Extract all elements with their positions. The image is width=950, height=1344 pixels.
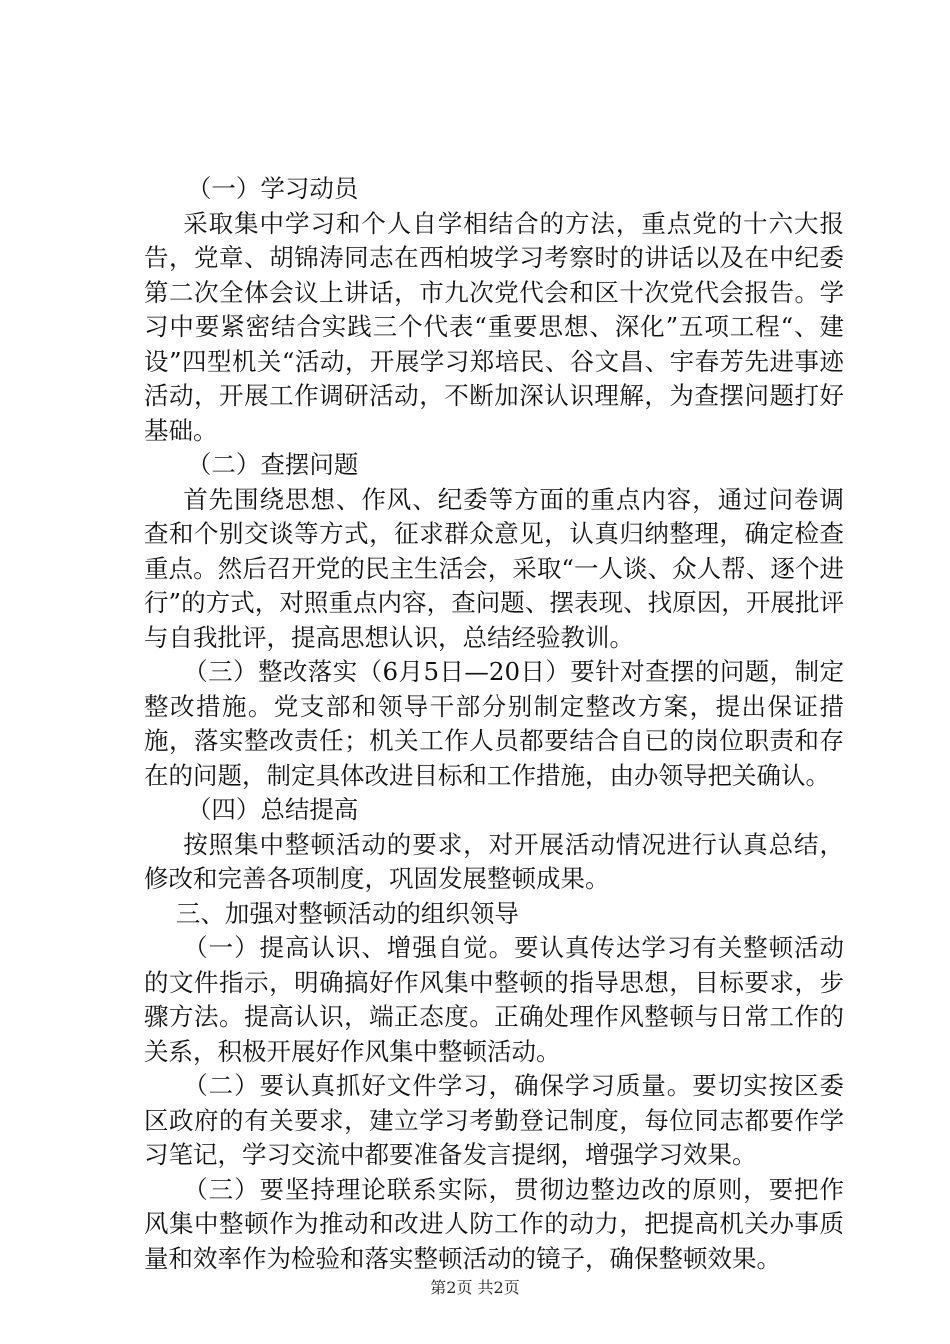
document-body <box>144 172 844 1276</box>
paragraph-awareness: （一）提高认识、增强自觉。要认真传达学习有关整顿活动的文件指示，明确搞好作风集中整顿的指导思想，目标要求，步骤方法。提高认识，端正态度。正确处理作风整顿与日常工作的关系，积极开展好作风集中整顿活动。 <box>144 933 844 1066</box>
paragraph-rectification: （三）整改落实（6月5日—20日）要针对查摆的问题，制定整改措施。党支部和领导干部分别制定整改方案，提出保证措施，落实整改责任；机关工作人员都要结合自已的岗位职责和存在的问题，制定具体改进目标和工作措施，由办领导把关确认。 <box>144 657 844 790</box>
paragraph-theory-practice: （三）要坚持理论联系实际，贯彻边整边改的原则，要把作风集中整顿作为推动和改进人防工作的动力，把提高机关办事质量和效率作为检验和落实整顿活动的镜子，确保整顿效果。 <box>144 1174 844 1273</box>
subheading-study-mobilization: （一）学习动员 <box>186 174 359 203</box>
section-heading-leadership: 三、加强对整顿活动的组织领导 <box>175 898 519 928</box>
subheading-summary: （四）总结提高 <box>186 795 359 824</box>
paragraph-document-study: （二）要认真抓好文件学习，确保学习质量。要切实按区委区政府的有关要求，建立学习考勤登记制度，每位同志都要作学习笔记，学习交流中都要准备发言提纲，增强学习效果。 <box>144 1071 844 1169</box>
paragraph-study-method: 采取集中学习和个人自学相结合的方法，重点党的十六大报告，党章、胡锦涛同志在西柏坡学习考察时的讲话以及在中纪委第二次全体会议上讲话，市九次党代会和区十次党代会报告。学习中要紧密结合实践三个代表“重要思想、深化”五项工程“、建设”四型机关“活动，开展学习郑培民、谷文昌、宇春芳先进事迹活动，开展工作调研活动，不断加深认识理解，为查摆问题打好基础。 <box>144 208 844 445</box>
paragraph-summary: 按照集中整顿活动的要求，对开展活动情况进行认真总结，修改和完善各项制度，巩固发展整顿成果。 <box>144 829 844 893</box>
page-number-footer: 第2页 共2页 <box>430 1278 520 1297</box>
paragraph-find-problems: 首先围绕思想、作风、纪委等方面的重点内容，通过问卷调查和个别交谈等方式，征求群众意见，认真归纳整理，确定检查重点。然后召开党的民主生活会，采取“一人谈、众人帮、逐个进行”的方式，对照重点内容，查问题、摆表现、找原因，开展批评与自我批评，提高思想认识，总结经验教训。 <box>144 484 844 652</box>
subheading-find-problems: （二）查摆问题 <box>186 450 359 479</box>
